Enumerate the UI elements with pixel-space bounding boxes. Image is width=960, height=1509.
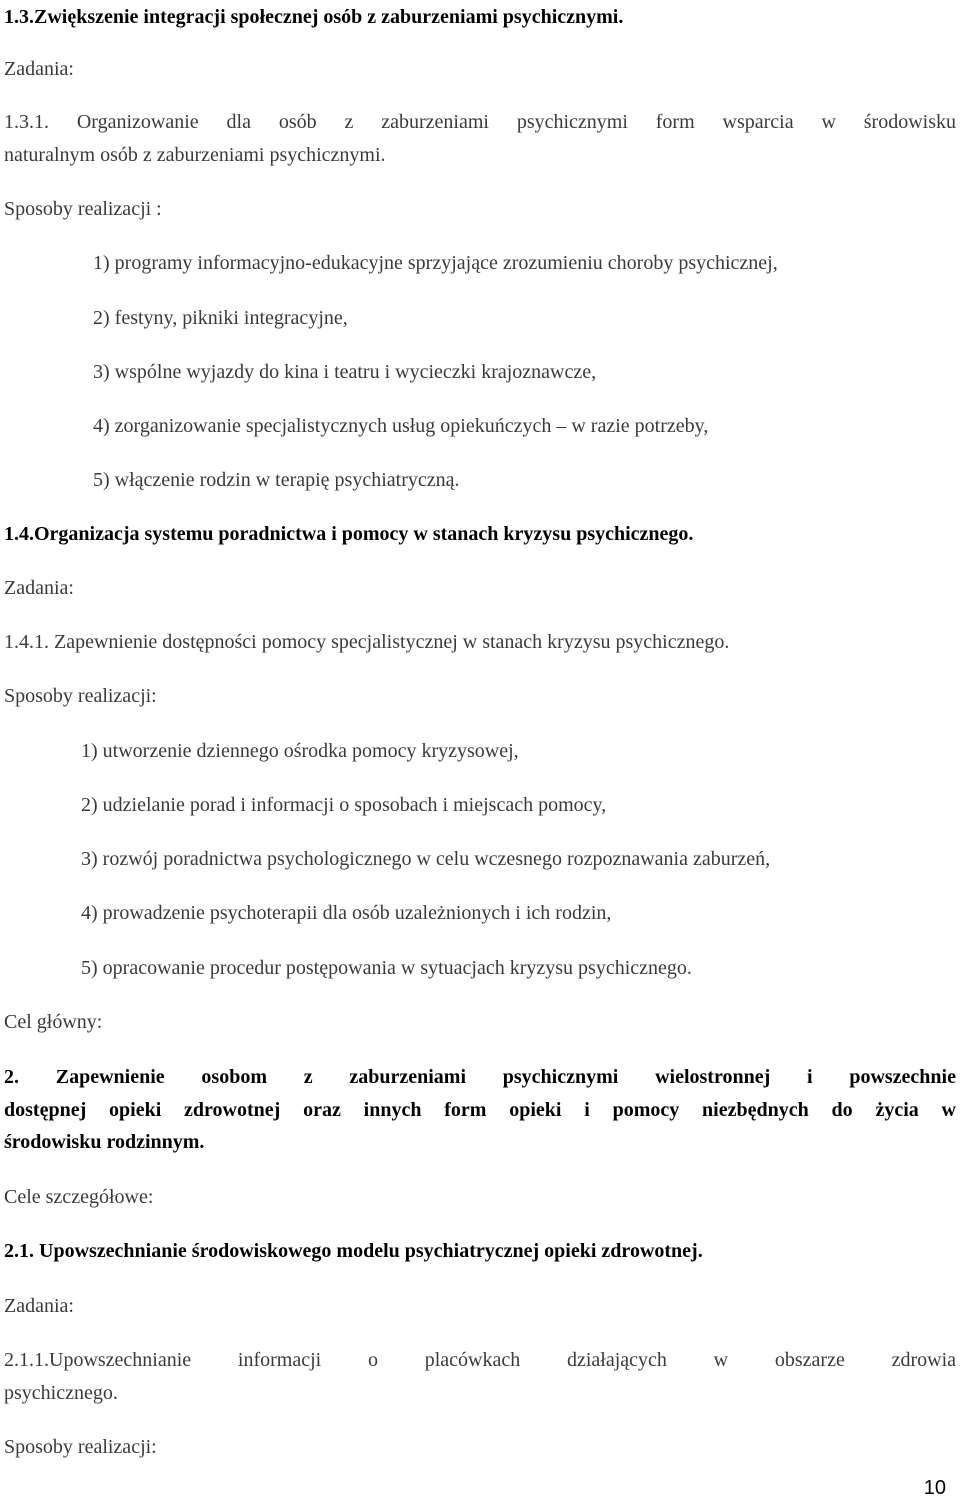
list-item: 3) wspólne wyjazdy do kina i teatru i wycieczki krajoznawcze,: [93, 361, 597, 383]
methods-label: Sposoby realizacji:: [4, 1436, 157, 1458]
section-heading-1-3: 1.3.Zwiększenie integracji społecznej osób z zaburzeniami psychicznymi.: [4, 6, 624, 28]
task-2-1-1-line2: psychicznego.: [4, 1382, 118, 1404]
list-item: 1) programy informacyjno-edukacyjne sprzyjające zrozumieniu choroby psychicznej,: [93, 252, 778, 274]
page-number: 10: [923, 1477, 946, 1499]
list-item: 2) udzielanie porad i informacji o sposobach i miejscach pomocy,: [81, 794, 607, 816]
goal-label: Cel główny:: [4, 1011, 103, 1033]
list-item: 4) prowadzenie psychoterapii dla osób uzależnionych i ich rodzin,: [81, 902, 612, 924]
tasks-label: Zadania:: [4, 1295, 74, 1317]
task-1-3-1-line2: naturalnym osób z zaburzeniami psychicznymi.: [4, 144, 386, 166]
detailed-goals-label: Cele szczegółowe:: [4, 1186, 154, 1208]
methods-label: Sposoby realizacji :: [4, 198, 162, 220]
goal-line2: dostępnej opieki zdrowotnej oraz innych form opieki i pomocy niezbędnych do życia w: [4, 1099, 956, 1121]
methods-label: Sposoby realizacji:: [4, 685, 157, 707]
list-item: 5) włączenie rodzin w terapię psychiatryczną.: [93, 469, 460, 491]
goal-line3: środowisku rodzinnym.: [4, 1131, 205, 1153]
section-heading-2-1: 2.1. Upowszechnianie środowiskowego modelu psychiatrycznej opieki zdrowotnej.: [4, 1240, 703, 1262]
list-item: 3) rozwój poradnictwa psychologicznego w celu wczesnego rozpoznawania zaburzeń,: [81, 848, 771, 870]
section-heading-1-4: 1.4.Organizacja systemu poradnictwa i pomocy w stanach kryzysu psychicznego.: [4, 523, 694, 545]
list-item: 4) zorganizowanie specjalistycznych usług opiekuńczych – w razie potrzeby,: [93, 415, 709, 437]
list-item: 2) festyny, pikniki integracyjne,: [93, 307, 348, 329]
task-1-4-1: 1.4.1. Zapewnienie dostępności pomocy specjalistycznej w stanach kryzysu psychicznego.: [4, 631, 730, 653]
tasks-label: Zadania:: [4, 58, 74, 80]
list-item: 5) opracowanie procedur postępowania w sytuacjach kryzysu psychicznego.: [81, 957, 692, 979]
list-item: 1) utworzenie dziennego ośrodka pomocy kryzysowej,: [81, 740, 519, 762]
task-1-3-1-line1: 1.3.1. Organizowanie dla osób z zaburzeniami psychicznymi form wsparcia w środowisku: [4, 111, 956, 133]
tasks-label: Zadania:: [4, 577, 74, 599]
task-2-1-1-line1: 2.1.1.Upowszechnianie informacji o placówkach działających w obszarze zdrowia: [4, 1349, 956, 1371]
goal-line1: 2. Zapewnienie osobom z zaburzeniami psychicznymi wielostronnej i powszechnie: [4, 1066, 956, 1088]
